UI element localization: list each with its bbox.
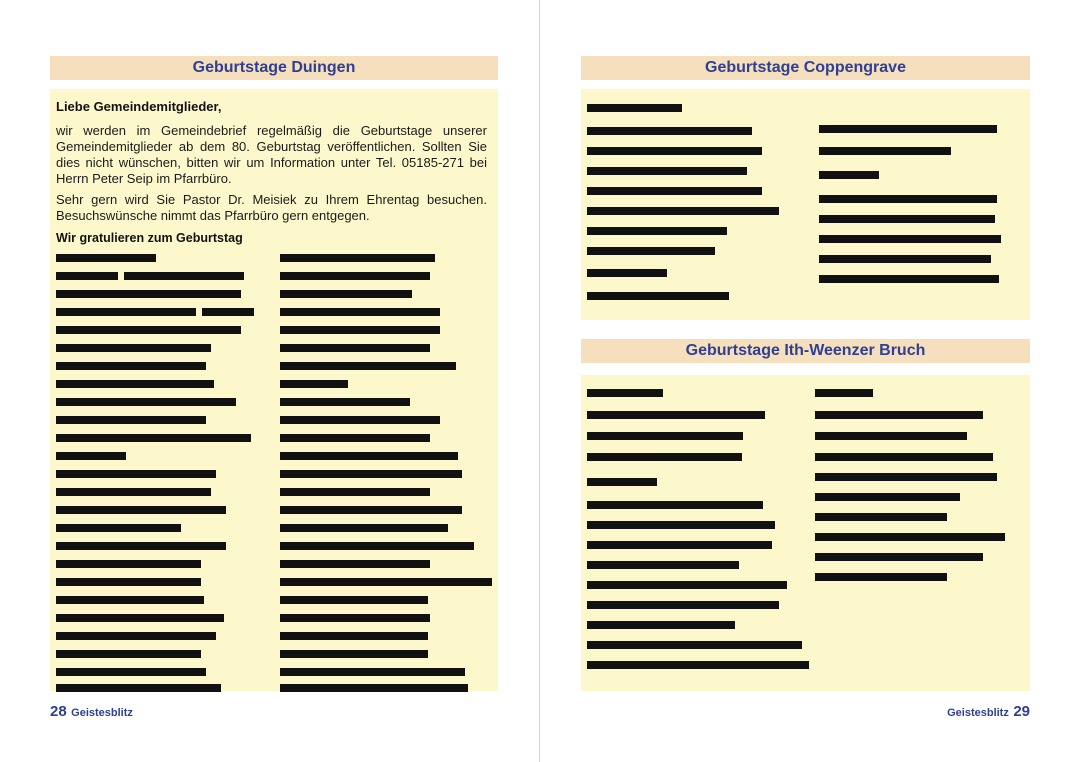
redacted-entry — [56, 558, 266, 569]
coppengrave-panel — [581, 89, 1030, 320]
redacted-entry — [819, 193, 1019, 204]
redacted-entry — [280, 450, 492, 461]
redacted-entry — [56, 288, 266, 299]
ith-weenzer-bruch-title: Geburtstage Ith-Weenzer Bruch — [685, 342, 926, 359]
redacted-entry — [280, 360, 492, 371]
duingen-title: Geburtstage Duingen — [192, 59, 356, 76]
redacted-entry — [280, 682, 492, 693]
redacted-entry — [56, 324, 266, 335]
redacted-entry — [56, 630, 266, 641]
redacted-entry — [587, 205, 797, 216]
redacted-entry — [280, 414, 492, 425]
redacted-entry — [56, 270, 266, 281]
redacted-entry — [56, 468, 266, 479]
redacted-entry — [587, 125, 797, 136]
redacted-entry — [280, 288, 492, 299]
redacted-entry — [280, 270, 492, 281]
redacted-entry — [815, 430, 1020, 441]
redacted-entry — [815, 571, 1020, 582]
redacted-entry — [819, 169, 1019, 180]
right-footer — [947, 703, 1030, 721]
coppengrave-banner — [581, 56, 1030, 80]
redacted-entry — [587, 290, 797, 301]
redacted-entry — [56, 342, 266, 353]
redacted-entry — [587, 499, 812, 510]
coppengrave-title: Geburtstage Coppengrave — [705, 59, 906, 76]
redacted-entry — [587, 476, 812, 487]
ith-weenzer-bruch-banner — [581, 339, 1030, 363]
redacted-entry — [280, 666, 492, 677]
redacted-entry — [56, 252, 266, 263]
redacted-entry — [280, 396, 492, 407]
redacted-entry — [819, 123, 1019, 134]
redacted-entry — [587, 165, 797, 176]
redacted-entry — [819, 233, 1019, 244]
redacted-entry — [56, 682, 266, 693]
redacted-entry — [587, 559, 812, 570]
redacted-entry — [280, 612, 492, 623]
duingen-panel — [50, 89, 498, 691]
redacted-entry — [587, 519, 812, 530]
ith-weenzer-bruch-panel — [581, 375, 1030, 691]
redacted-entry — [819, 273, 1019, 284]
redacted-entry — [56, 360, 266, 371]
redacted-entry — [587, 245, 797, 256]
redacted-entry — [280, 468, 492, 479]
redacted-entry — [56, 306, 266, 317]
redacted-entry — [280, 252, 492, 263]
redacted-entry — [280, 486, 492, 497]
redacted-entry — [587, 185, 797, 196]
publication-name-right: Geistesblitz — [947, 707, 1009, 719]
redacted-entry — [280, 522, 492, 533]
redacted-entry — [280, 558, 492, 569]
redacted-entry — [819, 145, 1019, 156]
redacted-entry — [280, 648, 492, 659]
redacted-entry — [815, 531, 1020, 542]
redacted-entry — [815, 451, 1020, 462]
redacted-entry — [587, 619, 812, 630]
redacted-entry — [56, 414, 266, 425]
redacted-entry — [56, 594, 266, 605]
redacted-entry — [587, 387, 812, 398]
redacted-entry — [280, 306, 492, 317]
redacted-entry — [280, 324, 492, 335]
redacted-entry — [56, 540, 266, 551]
redacted-entry — [819, 213, 1019, 224]
greeting: Liebe Gemeindemitglieder, — [56, 99, 222, 114]
visit-paragraph: Sehr gern wird Sie Pastor Dr. Meisiek zu Ihrem Ehrentag besuchen. Besuchswünsche nimmt das Pfarrbüro gern entgegen. — [56, 192, 487, 223]
redacted-entry — [56, 612, 266, 623]
redacted-entry — [280, 576, 492, 587]
redacted-entry — [56, 450, 266, 461]
redacted-entry — [56, 576, 266, 587]
redacted-entry — [56, 522, 266, 533]
page-number-right: 29 — [1013, 703, 1030, 720]
intro-paragraph: wir werden im Gemeindebrief regelmäßig die Geburtstage unserer Gemeindemitglieder ab dem 80. Geburtstag veröffentlichen. Sollten Sie dies nicht wünschen, bitten wir um Information unter Tel. 05185-271 bei Herrn Peter Seip im Pfarrbüro. — [56, 123, 487, 186]
redacted-entry — [815, 409, 1020, 420]
redacted-entry — [56, 378, 266, 389]
redacted-entry — [815, 551, 1020, 562]
redacted-entry — [56, 396, 266, 407]
page-number-left: 28 — [50, 703, 67, 720]
publication-name-left: Geistesblitz — [71, 707, 133, 719]
redacted-entry — [56, 432, 266, 443]
duingen-banner — [50, 56, 498, 80]
redacted-entry — [819, 253, 1019, 264]
redacted-entry — [587, 102, 797, 113]
redacted-entry — [815, 491, 1020, 502]
redacted-entry — [280, 432, 492, 443]
redacted-entry — [56, 648, 266, 659]
redacted-entry — [587, 145, 797, 156]
redacted-entry — [587, 579, 812, 590]
redacted-entry — [280, 594, 492, 605]
redacted-entry — [280, 378, 492, 389]
redacted-entry — [280, 540, 492, 551]
redacted-entry — [587, 639, 812, 650]
redacted-entry — [56, 504, 266, 515]
redacted-entry — [587, 430, 812, 441]
redacted-entry — [56, 666, 266, 677]
redacted-entry — [587, 225, 797, 236]
redacted-entry — [280, 342, 492, 353]
redacted-entry — [587, 599, 812, 610]
right-page — [540, 0, 1080, 762]
redacted-entry — [56, 486, 266, 497]
redacted-entry — [587, 409, 812, 420]
redacted-entry — [815, 387, 1020, 398]
left-footer — [50, 703, 133, 721]
redacted-entry — [280, 504, 492, 515]
redacted-entry — [587, 451, 812, 462]
redacted-entry — [815, 471, 1020, 482]
redacted-entry — [587, 539, 812, 550]
redacted-entry — [815, 511, 1020, 522]
redacted-entry — [587, 267, 797, 278]
congrats-heading: Wir gratulieren zum Geburtstag — [56, 231, 243, 245]
redacted-entry — [587, 659, 812, 670]
redacted-entry — [280, 630, 492, 641]
